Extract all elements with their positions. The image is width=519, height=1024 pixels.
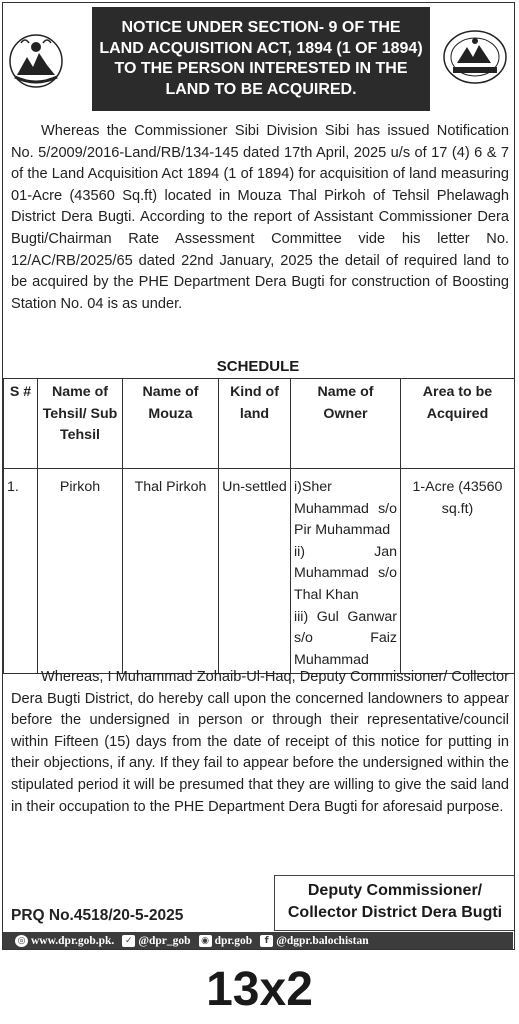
balochistan-government-emblem-icon [7,31,65,89]
header-kind: Kind of land [219,379,291,469]
globe-icon: ◎ [15,935,28,947]
twitter-icon: ✓ [122,935,135,947]
cell-owner [291,469,401,674]
facebook-icon: f [260,935,273,947]
cell-kind: Un-settled [219,469,291,674]
website-link[interactable] [15,935,114,947]
social-links-bar [3,932,513,949]
notice-title: NOTICE UNDER SECTION- 9 OF THE LAND ACQUISITION ACT, 1894 (1 OF 1894) TO THE PERSON INTERESTED IN THE LAND TO BE ACQUIRED. [99,19,423,98]
table-row [4,469,515,674]
notification-paragraph: Whereas the Commissioner Sibi Division Sibi has issued Notification No. 5/2009/2016-Land/RB/134-145 dated 17th April, 2025 u/s of 17 (4) 6 & 7 of the Land Acquisition Act 1894 (1 of 1894) for acquisition of land measuring 01-Acre (43560 Sq.ft) located in Mouza Thal Pirkoh of Tehsil Phelawagh District Dera Bugti. According to the report of Assistant Commissioner Dera Bugti/Chairman Rate Assessment Committee vide his letter No. 12/AC/RB/2025/65 dated 22nd January, 2025 the detail of required land to be acquired by the PHE Department Dera Bugti for construction of Boosting Station No. 04 is as under. [11,123,509,312]
facebook-text: @dgpr.balochistan [276,934,369,947]
district-dera-bugti-emblem-icon [441,27,509,87]
schedule-title: SCHEDULE [216,358,300,375]
header-area: Area to be Acquired [401,379,515,469]
schedule-table [3,378,515,674]
twitter-text: @dpr_gob [138,934,191,947]
cell-sno: 1. [4,469,38,674]
notice-header [3,3,513,117]
cell-tehsil: Pirkoh [38,469,123,674]
instagram-text: dpr.gob [214,934,253,947]
cell-area: 1-Acre (43560 sq.ft) [401,469,515,674]
twitter-link[interactable] [122,935,190,947]
schedule-header-row [4,379,515,469]
signature-office: Collector District Dera Bugti [287,904,503,921]
header-sno: S # [4,379,38,469]
prq-number: PRQ No.4518/20-5-2025 [11,907,184,924]
owner-entry: ii) Jan Muhammad s/o Thal Khan [294,543,397,603]
owner-entry: iii) Gul Ganwar s/o Faiz Muhammad [294,608,397,668]
facebook-link[interactable] [260,935,368,947]
header-tehsil: Name of Tehsil/ Sub Tehsil [38,379,123,469]
website-text: www.dpr.gob.pk. [31,934,115,947]
instagram-icon: ◉ [199,935,212,947]
signature-title: Deputy Commissioner/ [307,882,483,899]
header-owner: Name of Owner [291,379,401,469]
ad-size-label: 13x2 [206,963,313,1016]
header-mouza: Name of Mouza [123,379,219,469]
cell-mouza: Thal Pirkoh [123,469,219,674]
call-upon-paragraph: Whereas, I Muhammad Zohaib-Ul-Haq, Deputy Commissioner/ Collector Dera Bugti District, do hereby call upon the concerned landowners to appear before the undersigned in person or through their representative/council within Fifteen (15) days from the date of receipt of this notice for putting in their objections, if any. If they fail to appear before the undersigned within the stipulated period it will be presumed that they are willing to give the said land in their occupation to the PHE Department Dera Bugti for aforesaid purpose. [11,669,509,815]
notice-title-box [92,7,430,111]
notice-advertisement [2,2,515,950]
owner-entry: i)Sher Muhammad s/o Pir Muhammad [294,479,397,539]
instagram-link[interactable] [199,935,253,947]
signature-block [274,875,515,931]
